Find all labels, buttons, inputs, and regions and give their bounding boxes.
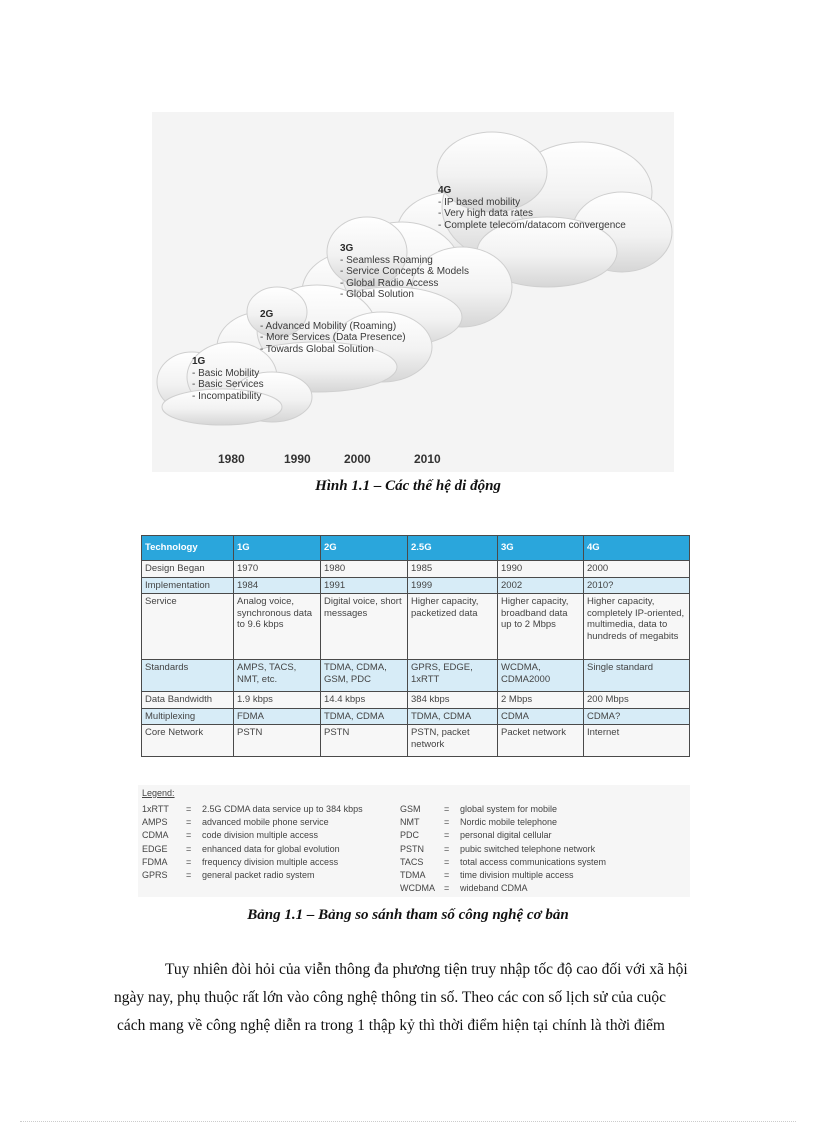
legend-abbr: GPRS: [142, 869, 168, 880]
table-cell: TDMA, CDMA: [408, 708, 498, 725]
legend-item: [400, 804, 606, 817]
legend-abbr: TACS: [400, 856, 424, 867]
year-label: 2010: [414, 452, 441, 466]
legend-def: personal digital cellular: [460, 830, 552, 841]
cloud-text-2g: [260, 309, 406, 355]
legend-eq: =: [186, 817, 192, 828]
table-cell: 1980: [321, 561, 408, 578]
cloud-line: - Towards Global Solution: [260, 343, 374, 355]
table-cell: FDMA: [234, 708, 321, 725]
legend-eq: =: [186, 856, 192, 867]
table-header: Technology: [142, 536, 234, 561]
legend-item: [142, 870, 363, 883]
gen-label: 2G: [260, 309, 274, 320]
table-row: [142, 708, 690, 725]
cloud-line: - Global Solution: [340, 289, 414, 300]
table-cell: TDMA, CDMA, GSM, PDC: [321, 660, 408, 692]
table-cell: Higher capacity, broadband data up to 2 Mbps: [498, 594, 584, 660]
legend-eq: =: [444, 817, 450, 828]
table-cell: CDMA?: [584, 708, 690, 725]
legend-def: general packet radio system: [202, 869, 315, 880]
table-cell: Higher capacity, completely IP-oriented, multimedia, data to hundreds of megabits: [584, 594, 690, 660]
legend-abbr: CDMA: [142, 830, 169, 841]
table-cell: Service: [142, 594, 234, 660]
table-cell: GPRS, EDGE, 1xRTT: [408, 660, 498, 692]
table-cell: Data Bandwidth: [142, 692, 234, 709]
table-cell: Analog voice, synchronous data to 9.6 kbps: [234, 594, 321, 660]
cloud-line: - Seamless Roaming: [340, 254, 433, 266]
cloud-text-3g: [340, 243, 469, 301]
table-cell: 384 kbps: [408, 692, 498, 709]
legend-def: pubic switched telephone network: [460, 843, 596, 854]
table-cell: 200 Mbps: [584, 692, 690, 709]
legend-def: wideband CDMA: [460, 883, 528, 894]
legend-item: [142, 857, 363, 870]
legend-eq: =: [444, 883, 450, 894]
table-header: 2.5G: [408, 536, 498, 561]
table-cell: TDMA, CDMA: [321, 708, 408, 725]
legend-abbr: GSM: [400, 804, 421, 814]
table-row: [142, 577, 690, 594]
table-cell: Multiplexing: [142, 708, 234, 725]
page-bottom-divider: [20, 1121, 796, 1122]
legend-item: [142, 817, 363, 830]
legend-def: 2.5G CDMA data service up to 384 kbps: [202, 804, 363, 814]
paragraph-line: ngày nay, phụ thuộc rất lớn vào công nghệ thông tin số. Theo các con số lịch sử của cuộc: [114, 989, 667, 1006]
legend-eq: =: [444, 830, 450, 841]
cloud-line: - Basic Mobility: [192, 367, 260, 379]
table-row: [142, 692, 690, 709]
year-label: 1980: [218, 452, 245, 466]
legend-abbr: NMT: [400, 817, 420, 828]
legend-abbr: AMPS: [142, 817, 168, 828]
cloud-line: - Very high data rates: [438, 208, 534, 219]
legend-def: global system for mobile: [460, 804, 558, 814]
table-cell: PSTN: [234, 725, 321, 757]
legend-item: [400, 844, 606, 857]
table-header-row: [142, 536, 690, 561]
technology-comparison-table: [141, 535, 690, 757]
table-header: 3G: [498, 536, 584, 561]
table-row: [142, 725, 690, 757]
table-cell: 1984: [234, 577, 321, 594]
table-header: 1G: [234, 536, 321, 561]
legend-item: [142, 804, 363, 817]
legend-def: time division multiple access: [460, 869, 574, 880]
table-cell: 2 Mbps: [498, 692, 584, 709]
table-cell: Higher capacity, packetized data: [408, 594, 498, 660]
cloud-line: - Advanced Mobility (Roaming): [260, 320, 397, 332]
legend-column-left: [142, 804, 363, 883]
legend-def: frequency division multiple access: [202, 856, 339, 867]
legend-eq: =: [186, 843, 192, 854]
table-caption: Bảng 1.1 – Bảng so sánh tham số công nghệ cơ bản: [247, 907, 569, 923]
gen-label: 3G: [340, 243, 354, 254]
legend-item: [142, 844, 363, 857]
legend-item: [400, 883, 606, 896]
cloud-line: - Service Concepts & Models: [340, 266, 469, 277]
table-cell: Packet network: [498, 725, 584, 757]
legend-def: total access communications system: [460, 856, 607, 867]
table-cell: 2000: [584, 561, 690, 578]
legend-abbr: TDMA: [400, 869, 426, 880]
table-cell: CDMA: [498, 708, 584, 725]
cloud-line: - IP based mobility: [438, 196, 521, 208]
legend-item: [400, 870, 606, 883]
legend-eq: =: [186, 869, 192, 880]
legend-eq: =: [444, 869, 450, 880]
table-cell: 1970: [234, 561, 321, 578]
table-row: [142, 594, 690, 660]
gen-label: 4G: [438, 185, 452, 196]
table-cell: 1999: [408, 577, 498, 594]
generations-figure: [152, 112, 674, 472]
year-label: 2000: [344, 452, 371, 466]
legend-abbr: 1xRTT: [142, 804, 169, 814]
legend-def: code division multiple access: [202, 830, 319, 841]
table-cell: PSTN: [321, 725, 408, 757]
table-cell: Implementation: [142, 577, 234, 594]
table-cell: 14.4 kbps: [321, 692, 408, 709]
table-cell: Design Began: [142, 561, 234, 578]
table-header: 2G: [321, 536, 408, 561]
legend-def: advanced mobile phone service: [202, 817, 329, 828]
table-cell: 1991: [321, 577, 408, 594]
legend-item: [400, 817, 606, 830]
table-cell: Internet: [584, 725, 690, 757]
gen-label: 1G: [192, 356, 206, 367]
legend-eq: =: [186, 830, 192, 841]
table-cell: Standards: [142, 660, 234, 692]
paragraph-line: cách mang về công nghệ diễn ra trong 1 thập kỷ thì thời điểm hiện tại chính là thời điểm: [117, 1017, 665, 1034]
table-header: 4G: [584, 536, 690, 561]
table-cell: 2010?: [584, 577, 690, 594]
legend-eq: =: [444, 856, 450, 867]
cloud-line: - Incompatibility: [192, 390, 262, 402]
table-row: [142, 561, 690, 578]
legend-eq: =: [444, 843, 450, 854]
table-cell: PSTN, packet network: [408, 725, 498, 757]
legend-abbr: PSTN: [400, 843, 425, 854]
legend-def: enhanced data for global evolution: [202, 843, 340, 854]
cloud-line: - More Services (Data Presence): [260, 332, 406, 343]
legend-abbr: EDGE: [142, 843, 168, 854]
table-row: [142, 660, 690, 692]
legend-abbr: PDC: [400, 830, 420, 841]
table-cell: Digital voice, short messages: [321, 594, 408, 660]
cloud-line: - Basic Services: [192, 379, 264, 390]
table-cell: AMPS, TACS, NMT, etc.: [234, 660, 321, 692]
legend-title: Legend:: [142, 788, 175, 798]
figure-caption: Hình 1.1 – Các thế hệ di động: [315, 478, 501, 494]
legend-eq: =: [186, 804, 192, 814]
table-cell: Core Network: [142, 725, 234, 757]
table-cell: Single standard: [584, 660, 690, 692]
table-cell: 1985: [408, 561, 498, 578]
table-cell: 1990: [498, 561, 584, 578]
paragraph-line: Tuy nhiên đòi hỏi của viễn thông đa phương tiện truy nhập tốc độ cao đối với xã hội: [165, 961, 688, 978]
table-legend: [138, 785, 690, 897]
legend-item: [142, 830, 363, 843]
legend-column-right: [400, 804, 606, 896]
table-cell: 2002: [498, 577, 584, 594]
legend-def: Nordic mobile telephone: [460, 817, 558, 828]
legend-item: [400, 830, 606, 843]
cloud-text-1g: [192, 356, 264, 402]
table-cell: WCDMA, CDMA2000: [498, 660, 584, 692]
year-label: 1990: [284, 452, 311, 466]
cloud-text-4g: [438, 185, 626, 231]
table-cell: 1.9 kbps: [234, 692, 321, 709]
legend-item: [400, 857, 606, 870]
legend-eq: =: [444, 804, 450, 814]
legend-abbr: WCDMA: [400, 883, 435, 894]
cloud-line: - Global Radio Access: [340, 277, 439, 289]
legend-abbr: FDMA: [142, 856, 168, 867]
cloud-line: - Complete telecom/datacom convergence: [438, 219, 626, 231]
